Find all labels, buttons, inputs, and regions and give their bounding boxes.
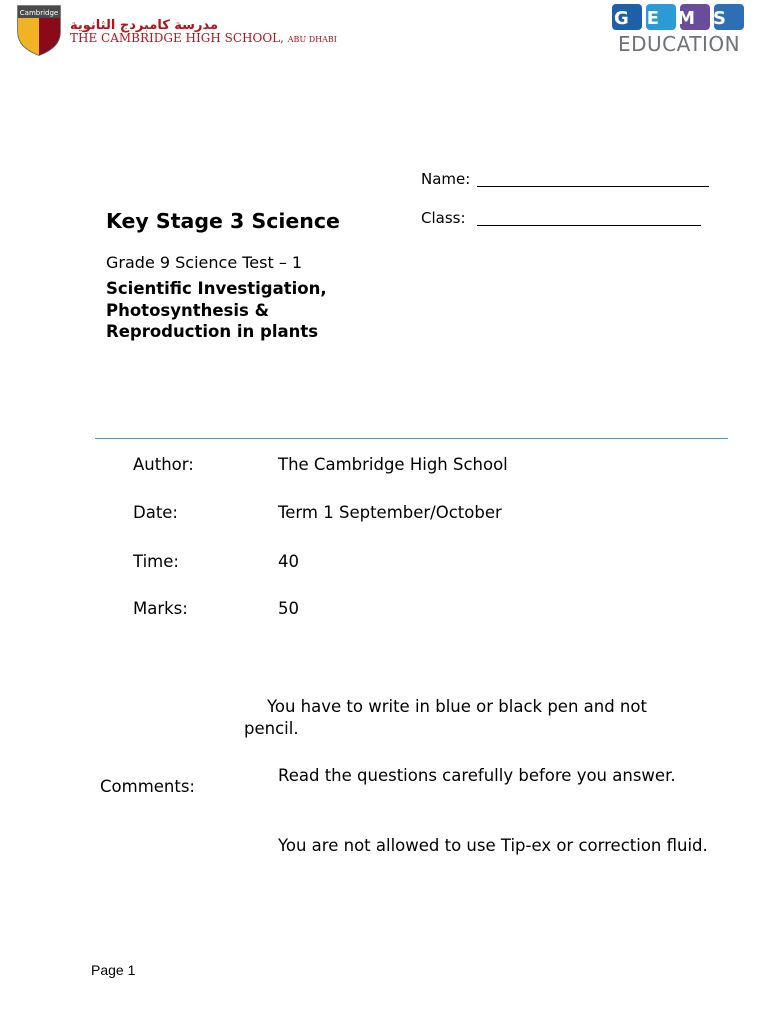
- school-location: ABU DHABI: [287, 35, 337, 44]
- marks-value: 50: [278, 599, 299, 618]
- comments-label: Comments:: [100, 777, 195, 796]
- author-label: Author:: [133, 455, 194, 474]
- marks-label: Marks:: [133, 599, 188, 618]
- class-field[interactable]: [477, 225, 701, 226]
- time-value: 40: [278, 552, 299, 571]
- page-title: Key Stage 3 Science: [106, 209, 340, 233]
- school-name-arabic: مدرسة كامبردج الثانوية: [70, 18, 219, 33]
- divider-line: [95, 438, 728, 439]
- author-value: The Cambridge High School: [278, 455, 508, 474]
- name-field[interactable]: [477, 186, 709, 187]
- page-number: Page 1: [91, 962, 136, 978]
- school-name: [70, 31, 337, 45]
- test-subtitle: Grade 9 Science Test – 1: [106, 253, 303, 272]
- comment-item: Read the questions carefully before you answer.: [278, 766, 676, 785]
- comment-item: You are not allowed to use Tip-ex or correction fluid.: [278, 836, 708, 855]
- name-label: Name:: [421, 170, 471, 188]
- class-label: Class:: [421, 209, 466, 227]
- gems-education-text: EDUCATION: [617, 32, 741, 56]
- gems-logo: [612, 2, 746, 32]
- school-crest-logo: [16, 4, 62, 56]
- gems-logo-text: GEMS: [614, 8, 744, 29]
- time-label: Time:: [133, 552, 179, 571]
- crest-text: Cambridge: [19, 9, 59, 17]
- comment-item: You have to write in blue or black pen and not pencil.: [244, 697, 647, 738]
- test-topics: Scientific Investigation, Photosynthesis & Reproduction in plants: [106, 279, 327, 341]
- school-name-text: THE CAMBRIDGE HIGH SCHOOL,: [70, 31, 284, 45]
- date-value: Term 1 September/October: [278, 503, 502, 522]
- date-label: Date:: [133, 503, 178, 522]
